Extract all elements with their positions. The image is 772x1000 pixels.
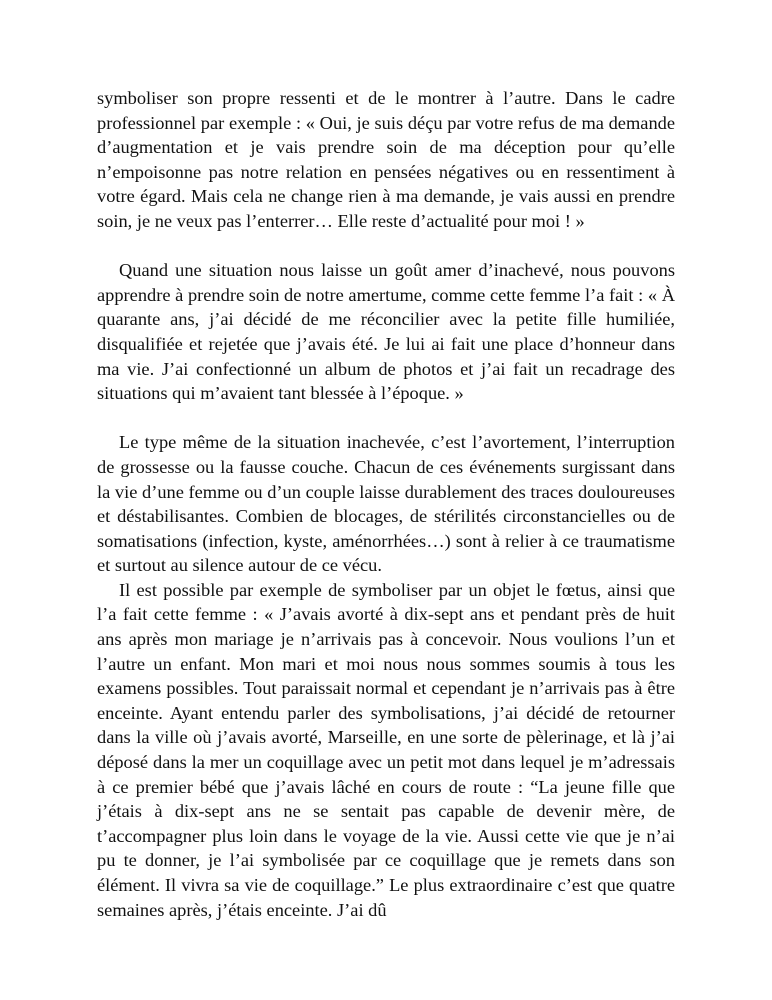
paragraph-amertume: Quand une situation nous laisse un goût amer d’inachevé, nous pouvons apprendre à prendre soin de notre amertume, comme cette femme l’a fait : « À quarante ans, j’ai décidé de me réconcilier avec la petite fille humiliée, disqualifiée et rejetée que j’avais été. Je lui ai fait une place d’honneur dans ma vie. J’ai confectionné un album de photos et j’ai fait un recadrage des situations qui m’avaient tant blessée à l’époque. » xyxy=(97,260,675,404)
paragraph-situation-inachevee: Le type même de la situation inachevée, c’est l’avortement, l’interruption de grossesse ou la fausse couche. Chacun de ces événements surgissant dans la vie d’une femme ou d’un couple laisse durablement des traces douloureuses et déstabilisantes. Combien de blocages, de stérilités circonstancielles ou de somatisations (infection, kyste, aménorrhées…) sont à relier à ce traumatisme et surtout au silence autour de ce vécu. xyxy=(97,432,675,576)
paragraph-continuation: symboliser son propre ressenti et de le montrer à l’autre. Dans le cadre professionnel par exemple : « Oui, je suis déçu par votre refus de ma demande d’augmentation et je vais prendre soin de ma déception pour qu’elle n’empoisonne pas notre relation en pensées négatives ou en ressentiment à votre égard. Mais cela ne change rien à ma demande, je vais aussi en prendre soin, je ne veux pas l’enterrer… Elle reste d’actualité pour moi ! » xyxy=(97,88,675,231)
document-page xyxy=(97,86,675,922)
paragraph-symbolisation-foetus: Il est possible par exemple de symboliser par un objet le fœtus, ainsi que l’a fait cette femme : « J’avais avorté à dix-sept ans et pendant près de huit ans après mon mariage je n’arrivais pas à concevoir. Nous voulions l’un et l’autre un enfant. Mon mari et moi nous nous sommes soumis à tous les examens possibles. Tout paraissait normal et cependant je n’arrivais pas à être enceinte. Ayant entendu parler des symbolisations, j’ai décidé de retourner dans la ville où j’avais avorté, Marseille, en une sorte de pèlerinage, et là j’ai déposé dans la mer un coquillage avec un petit mot dans lequel je m’adressais à ce premier bébé que j’avais lâché en cours de route : “La jeune fille que j’étais à dix-sept ans ne se sentait pas capable de devenir mère, de t’accompagner plus loin dans le voyage de la vie. Aussi cette vie que je n’ai pu te donner, je l’ai symbolisée par ce coquillage que je remets dans son élément. Il vivra sa vie de coquillage.” Le plus extraordinaire c’est que quatre semaines après, j’étais enceinte. J’ai dû xyxy=(97,579,675,920)
